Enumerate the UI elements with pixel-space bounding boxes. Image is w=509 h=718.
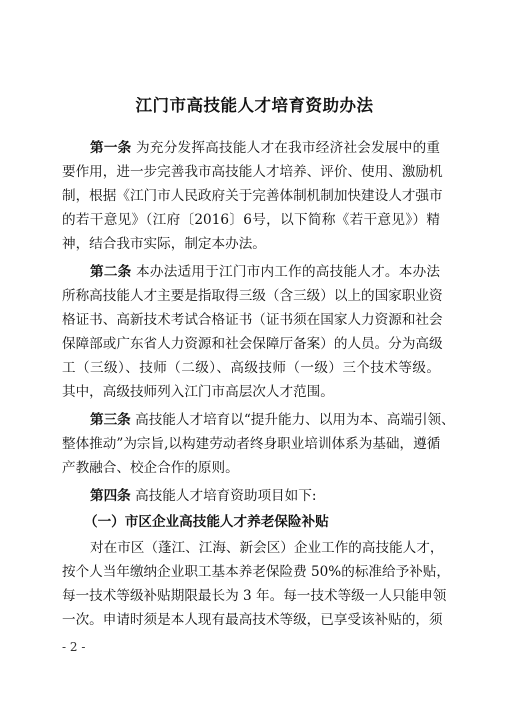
line-text: 整体推动”为宗旨,以构建劳动者终身职业培训体系为基础，遵循 [62, 436, 441, 452]
article-label: 第四条 [90, 488, 131, 504]
body-line [62, 214, 440, 228]
line-text: 一次。申请时须是本人现有最高技术等级，已享受该补贴的，须 [62, 612, 443, 628]
body-line [62, 438, 440, 452]
body-line [90, 412, 455, 428]
line-text: 所称高技能人才主要是指取得三级（含三级）以上的国家职业资 [62, 288, 443, 304]
line-text: 按个人当年缴纳企业职工基本养老保险费 50%的标准给予补贴， [62, 564, 450, 580]
body-line [62, 336, 443, 352]
line-text: 工（三级）、技师（二级）、高级技师（一级）三个技术等级。 [62, 360, 440, 376]
body-line [62, 588, 447, 604]
section-heading-text: （一）市区企业高技能人才养老保险补贴 [84, 514, 329, 530]
document-title: 江门市高技能人才培育资助办法 [135, 96, 374, 115]
line-text: 制，根据《江门市人民政府关于完善体制机制加快建设人才强市 [62, 188, 443, 204]
body-line [62, 362, 440, 376]
body-line [62, 164, 443, 180]
page-number: - 2 - [62, 640, 86, 654]
line-text: 要作用，进一步完善我市高技能人才培养、评价、使用、激励机 [62, 164, 443, 180]
line-text: 对在市区（蓬江、江海、新会区）企业工作的高技能人才， [90, 540, 444, 556]
article-label: 第二条 [90, 264, 132, 280]
line-text: 高技能人才培育资助项目如下: [130, 488, 317, 504]
body-line [62, 612, 443, 628]
body-line [62, 312, 443, 328]
body-line [90, 142, 440, 156]
body-line [62, 386, 440, 400]
body-line [90, 490, 440, 504]
line-text: 每一技术等级补贴期限最长为 3 年。每一技术等级一人只能申领 [62, 588, 447, 604]
article-label: 第三条 [90, 412, 131, 428]
article-label: 第一条 [90, 140, 132, 156]
line-text: 产教融合、校企合作的原则。 [62, 460, 239, 476]
line-text: 的若干意见》（江府〔2016〕6号，以下简称《若干意见》）精 [62, 212, 440, 228]
body-line [90, 540, 444, 556]
line-text: 神，结合我市实际，制定本办法。 [62, 236, 266, 252]
section-heading [84, 516, 444, 530]
body-line [62, 238, 440, 252]
line-text: 为充分发挥高技能人才在我市经济社会发展中的重 [131, 140, 440, 156]
body-line [62, 462, 440, 476]
line-text: 其中，高级技师列入江门市高层次人才范围。 [62, 384, 334, 400]
line-text: 高技能人才培育以“提升能力、以用为本、高端引领、 [130, 412, 455, 428]
line-text: 格证书、高新技术考试合格证书（证书须在国家人力资源和社会 [62, 312, 443, 328]
body-line [62, 564, 450, 580]
line-text: 保障部或广东省人力资源和社会保障厅备案）的人员。分为高级 [62, 336, 443, 352]
body-line [62, 188, 443, 204]
line-text: 本办法适用于江门市内工作的高技能人才。本办法 [131, 264, 440, 280]
body-line [90, 266, 440, 280]
body-line [62, 288, 443, 304]
